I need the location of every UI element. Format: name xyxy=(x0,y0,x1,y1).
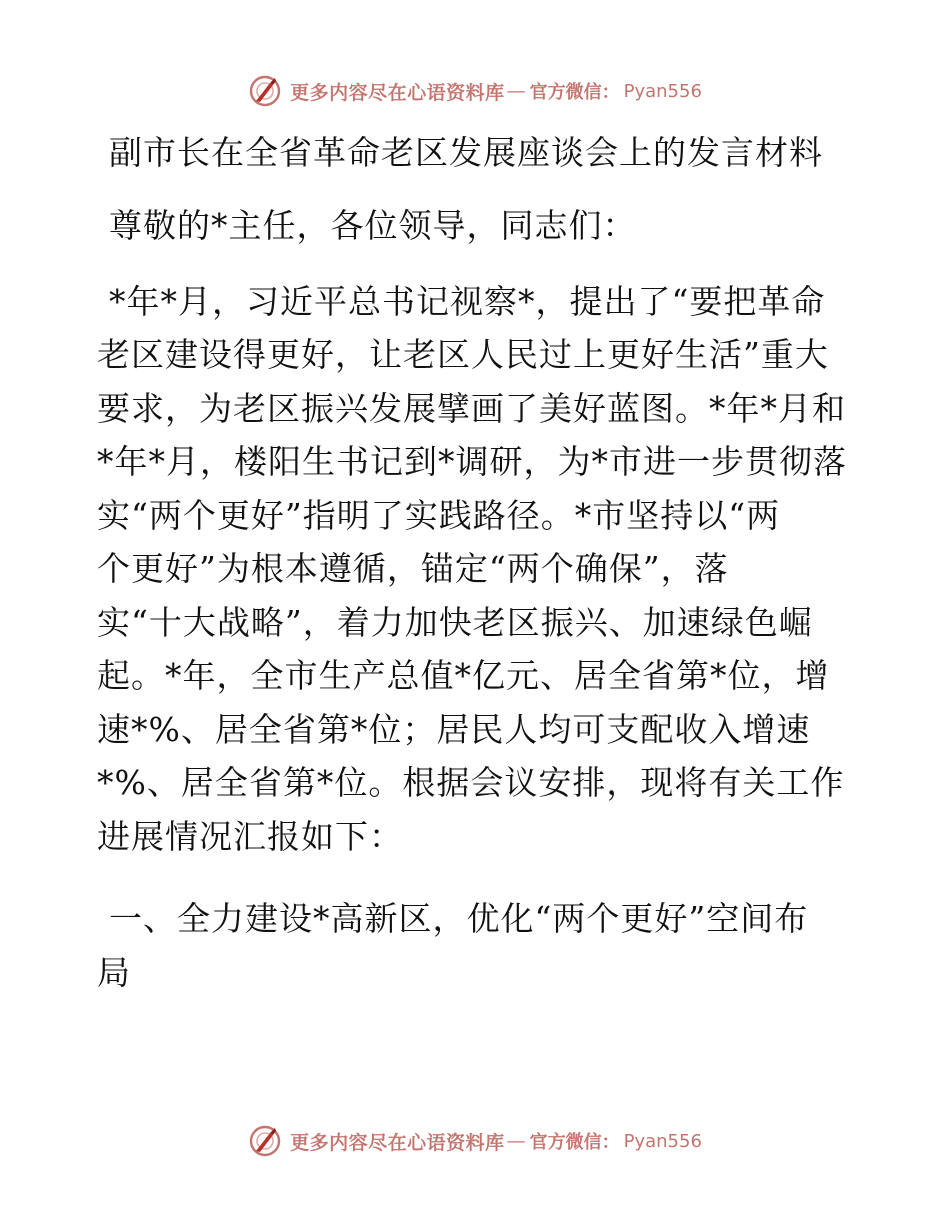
watermark-dash: — xyxy=(506,1130,526,1152)
watermark-dash: — xyxy=(506,80,526,102)
quill-pen-logo-icon xyxy=(248,74,282,108)
paragraph-line: 实“十大战略”，着力加快老区振兴、加速绿色崛 xyxy=(97,602,813,642)
watermark-sub-text: 官方微信： xyxy=(529,1132,620,1153)
paragraph-line: 要求，为老区振兴发展擘画了美好蓝图。*年*月和 xyxy=(97,388,846,428)
heading-line: 局 xyxy=(97,952,131,992)
section-heading xyxy=(97,892,857,999)
paragraph-line: 实“两个更好”指明了实践路径。*市坚持以“两 xyxy=(97,495,781,535)
watermark-wechat-id: Pyan556 xyxy=(623,80,702,102)
heading-line: 一、全力建设*高新区，优化“两个更好”空间布 xyxy=(109,899,809,938)
paragraph-line: 进展情况汇报如下： xyxy=(97,816,403,856)
paragraph-line: 起。*年，全市生产总值*亿元、居全省第*位，增 xyxy=(97,656,830,695)
watermark-header xyxy=(0,71,950,111)
document-body xyxy=(97,122,857,999)
paragraph-line: *年*月，楼阳生书记到*调研，为*市进一步贯彻落 xyxy=(97,442,847,481)
paragraph-line: 个更好”为根本遵循，锚定“两个确保”，落 xyxy=(97,549,729,588)
paragraph-line: 速*%、居全省第*位；居民人均可支配收入增速 xyxy=(97,709,811,749)
salutation: 尊敬的*主任，各位领导，同志们： xyxy=(109,206,637,245)
paragraph-line: *%、居全省第*位。根据会议安排，现将有关工作 xyxy=(97,763,845,802)
watermark-wechat-id: Pyan556 xyxy=(623,1130,702,1152)
watermark-sub-text: 官方微信： xyxy=(529,82,620,103)
paragraph-line: 老区建设得更好，让老区人民过上更好生活”重大 xyxy=(97,335,829,374)
watermark-main-text: 更多内容尽在心语资料库 xyxy=(290,81,505,104)
paragraph-line: *年*月，习近平总书记视察*，提出了“要把革命 xyxy=(109,281,826,321)
paragraph-intro xyxy=(97,275,857,864)
watermark-footer xyxy=(0,1121,950,1161)
quill-pen-logo-icon xyxy=(248,1124,282,1158)
watermark-main-text: 更多内容尽在心语资料库 xyxy=(290,1131,505,1154)
document-title: 副市长在全省革命老区发展座谈会上的发言材料 xyxy=(109,133,823,172)
